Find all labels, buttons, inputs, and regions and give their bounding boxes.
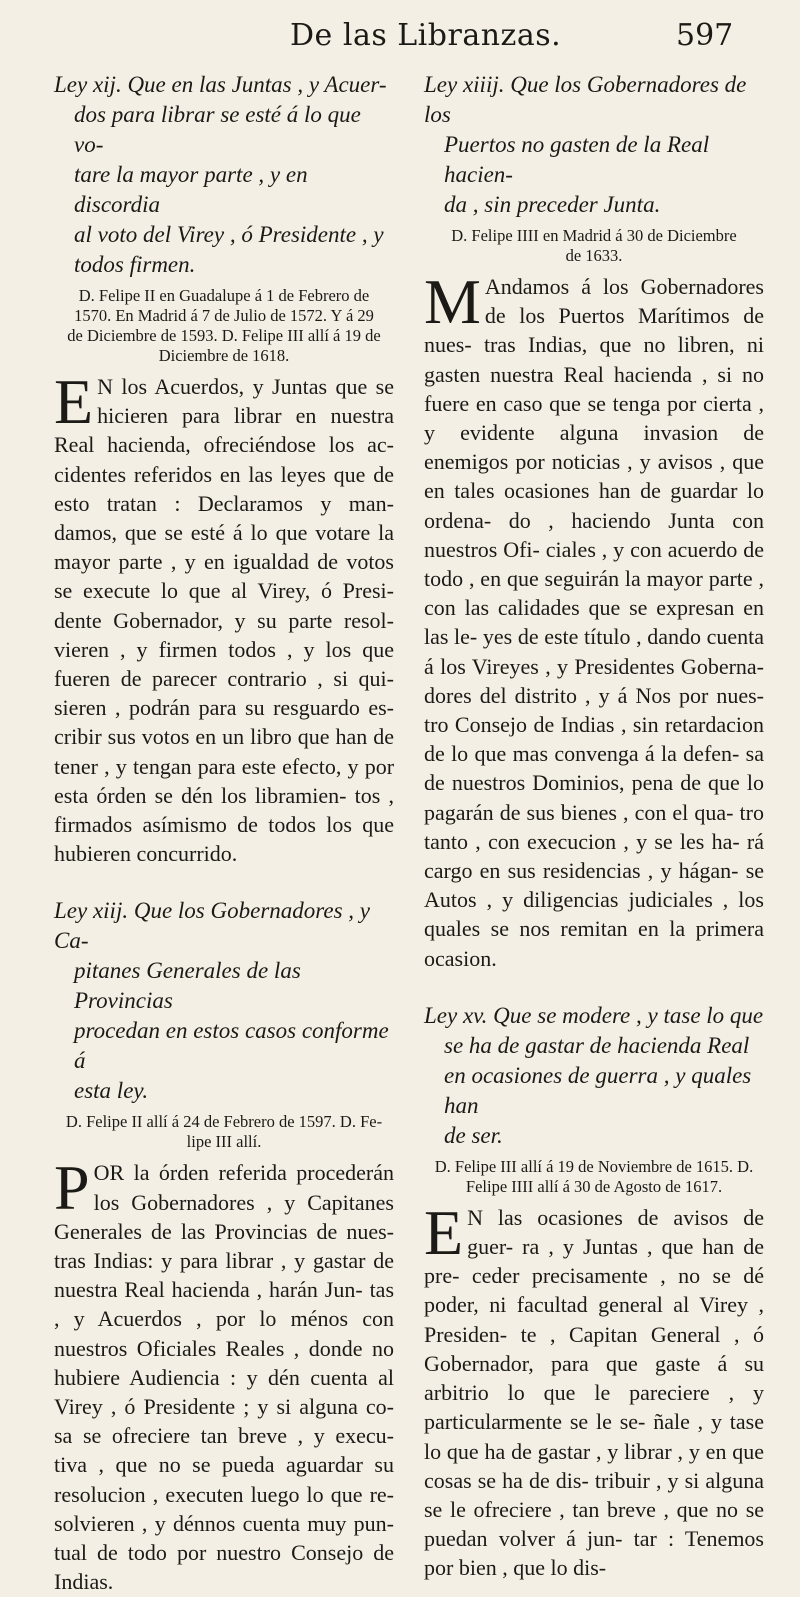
- drop-cap-initial: E: [54, 366, 94, 437]
- decree-dates: [54, 1112, 394, 1152]
- page-number: 597: [676, 18, 734, 53]
- law-title: [54, 70, 394, 280]
- law-title: [424, 70, 764, 220]
- law-text-line: dente Gobernador, y su parte resol-: [54, 607, 394, 633]
- page-header: [0, 14, 800, 64]
- law-text-line: ñale , y tase lo que ha de gastar , y: [424, 1409, 764, 1464]
- law-title: [424, 1001, 764, 1151]
- law-text-line: rá cargo en sus residencias , y hágan-: [424, 828, 765, 884]
- law-text-line: OR la órden referida procederán: [93, 1160, 394, 1186]
- decree-date-line: de Diciembre de 1593. D. Felipe III allí á 19 de: [67, 326, 381, 345]
- law-title-line: esta ley.: [74, 1078, 149, 1104]
- law-title-line: Ley xv. Que se modere , y tase lo que: [424, 1002, 764, 1028]
- decree-date-line: lipe III allí.: [186, 1132, 262, 1152]
- law-title-line: Puertos no gasten de la Real hacien-: [444, 132, 710, 187]
- decree-date-line: D. Felipe IIII en Madrid á 30 de Diciembre: [451, 226, 737, 245]
- law-text-line: cribir sus votos en un libro que han: [54, 724, 368, 750]
- law-text-line: tro Consejo de Indias , sin retardacion: [424, 712, 764, 738]
- drop-cap-initial: E: [424, 1196, 464, 1268]
- decree-date-line: D. Felipe II allí á 24 de Febrero de 1597. D. Fe-: [65, 1112, 383, 1132]
- law-text-line: breve , que no se puedan volver á jun-: [424, 1496, 765, 1552]
- decree-dates: [424, 226, 764, 266]
- law-title-line: procedan en estos casos conforme á: [74, 1018, 389, 1074]
- law-text-line: los Vireyes , y Presidentes Goberna-: [440, 653, 765, 679]
- drop-cap-initial: P: [54, 1152, 90, 1224]
- law-text-line: tos , firmados asímismo de todos los: [54, 782, 394, 838]
- law-text-line: se Autos , y diligencias judiciales , los: [424, 858, 765, 913]
- law-text-line: tiva , que no se pueda aguardar su: [54, 1452, 394, 1478]
- law-text-line: por noticias , y avisos , que en tales: [424, 449, 764, 504]
- law-15: [424, 1001, 764, 1583]
- law-text-line: hicieren para librar en nuestra: [97, 403, 394, 429]
- law-text-line: te , Capitan General , ó Gobernador,: [424, 1321, 764, 1376]
- law-text-line: N las ocasiones de avisos de guer-: [467, 1204, 764, 1260]
- law-title-line: Ley xij. Que en las Juntas , y Acuer-: [54, 72, 387, 97]
- law-text-line: tro tanto , con execucion , y se les ha-: [424, 799, 764, 854]
- decree-date-line: 1570. En Madrid á 7 de Julio de 1572. Y á 29: [74, 306, 374, 325]
- law-text-line: sa se ofreciere tan breve , y execu-: [54, 1423, 394, 1449]
- law-title: [54, 896, 394, 1106]
- right-column: [424, 70, 764, 1583]
- law-text-line: ra , y Juntas , que han de pre-: [424, 1234, 765, 1289]
- law-text-line: en caso que se tenga por cierta , y: [424, 390, 765, 446]
- drop-cap-initial: M: [424, 266, 481, 337]
- decree-date-line: de 1633.: [565, 246, 623, 265]
- law-text: [424, 1196, 765, 1583]
- law-text-line: que hubieren concurrido.: [54, 812, 395, 867]
- law-text-line: ceder precisamente , no se dé poder,: [424, 1263, 764, 1318]
- law-text-line: ni facultad general al Virey , Presiden-: [424, 1292, 764, 1347]
- law-text-line: mayor parte , y en igualdad de votos: [54, 549, 394, 575]
- law-text-line: se execute lo que al Virey, ó Presi-: [54, 578, 394, 604]
- law-text-line: yes de este título , dando cuenta á: [424, 624, 764, 679]
- law-text-line: ocasiones han de guardar lo ordena-: [424, 478, 765, 533]
- law-text-line: cidentes referidos en las leyes que: [54, 461, 366, 487]
- law-text-line: tras Indias: y para librar , y gastar: [54, 1248, 366, 1274]
- law-text-line: quales se nos remitan en la primera: [424, 916, 764, 942]
- law-title-line: dos para librar se esté á lo que vo-: [74, 102, 361, 157]
- law-text-line: Real hacienda, ofreciéndose los ac-: [54, 432, 394, 458]
- law-text-line: para que gaste á su arbitrio lo que le: [424, 1350, 764, 1406]
- law-text-line: lo pagarán de sus bienes , con el qua-: [424, 770, 765, 825]
- law-text-line: Generales de las Provincias de nues-: [54, 1218, 394, 1244]
- law-text-line: Andamos á los Gobernadores de: [484, 274, 764, 329]
- law-text-line: vieren , y firmen todos , y los que: [54, 636, 394, 662]
- law-text-line: pareciere , y particularmente se le se-: [424, 1380, 764, 1435]
- law-text-line: nuestros Oficiales Reales , donde no: [54, 1335, 394, 1361]
- decree-dates: [424, 1157, 764, 1197]
- law-text-line: tar : Tenemos por bien , que lo dis-: [424, 1526, 764, 1581]
- law-title-line: Ley xiij. Que los Gobernadores , y Ca-: [54, 898, 370, 954]
- decree-date-line: Felipe IIII allí á 30 de Agosto de 1617.: [465, 1176, 723, 1196]
- law-title-line: da , sin preceder Junta.: [444, 192, 661, 217]
- law-text-line: ciales , y con acuerdo de todo , en: [424, 536, 765, 592]
- law-text: [424, 266, 765, 973]
- law-text-line: de nuestra Real hacienda , harán Jun-: [54, 1248, 395, 1303]
- law-text-line: N los Acuerdos, y Juntas que se: [97, 374, 394, 399]
- law-text-line: los Puertos Marítimos de nues-: [424, 303, 764, 358]
- law-text-line: tras Indias, que no libren, ni gasten: [424, 332, 765, 387]
- running-title: De las Libranzas.: [290, 18, 562, 53]
- law-text-line: tas , y Acuerdos , por lo ménos con: [54, 1277, 395, 1332]
- law-12: [54, 70, 394, 868]
- law-13: [54, 896, 394, 1596]
- law-text-line: Virey , ó Presidente ; y si alguna co-: [54, 1394, 394, 1420]
- law-title-line: al voto del Virey , ó Presidente , y: [74, 222, 384, 247]
- decree-date-line: D. Felipe II en Guadalupe á 1 de Febrero de: [78, 286, 370, 305]
- law-text-line: sa de nuestros Dominios, pena de que: [424, 741, 764, 796]
- law-text-line: evidente alguna invasion de enemigos: [424, 420, 765, 475]
- law-text-line: damos, que se esté á lo que votare la: [54, 520, 394, 546]
- law-text-line: dores del distrito , y á Nos por nues-: [424, 682, 764, 708]
- law-text-line: sieren , podrán para su resguardo es-: [54, 695, 394, 721]
- law-14: [424, 70, 764, 973]
- law-text-line: que seguirán la mayor parte , con las: [424, 566, 765, 621]
- law-text-line: de esto tratan : Declaramos y man-: [54, 461, 395, 516]
- decree-date-line: Diciembre de 1618.: [158, 346, 290, 365]
- law-text-line: de tener , y tengan para este efecto,: [54, 724, 394, 779]
- law-title-line: de ser.: [444, 1122, 503, 1148]
- law-text-line: de lo que mas convenga á la defen-: [424, 741, 740, 767]
- law-title-line: pitanes Generales de las Provincias: [74, 958, 301, 1014]
- law-text: [54, 366, 395, 868]
- law-text-line: solvieren , y dénnos cuenta muy pun-: [54, 1510, 394, 1536]
- law-text-line: los Gobernadores , y Capitanes: [93, 1189, 394, 1215]
- law-text-line: nuestra Real hacienda , si no fuere: [424, 361, 764, 416]
- decree-date-line: D. Felipe III allí á 19 de Noviembre de 1615. D.: [434, 1156, 754, 1176]
- law-text-line: hubiere Audiencia : y dén cuenta al: [54, 1364, 394, 1390]
- law-title-line: se ha de gastar de hacienda Real: [444, 1032, 750, 1058]
- decree-dates: [54, 286, 394, 366]
- law-title-line: todos firmen.: [74, 252, 196, 277]
- law-text: [54, 1152, 395, 1596]
- law-text-line: y por esta órden se dén los libramien-: [54, 753, 395, 808]
- law-title-line: tare la mayor parte , y en discordia: [74, 162, 308, 217]
- law-text-line: calidades que se expresan en las le-: [424, 595, 765, 650]
- law-text-line: ocasion.: [424, 945, 497, 971]
- law-text-line: resolucion , executen luego lo que re-: [54, 1481, 394, 1507]
- law-text-line: Indias.: [54, 1569, 114, 1595]
- law-title-line: Ley xiiij. Que los Gobernadores de los: [424, 72, 747, 127]
- law-text-line: librar , y en que cosas se ha de dis-: [424, 1438, 765, 1493]
- law-text-line: fueren de parecer contrario , si qui-: [54, 666, 394, 692]
- law-text-line: do , haciendo Junta con nuestros Ofi-: [424, 507, 765, 562]
- law-text-line: tual de todo por nuestro Consejo de: [54, 1540, 394, 1566]
- law-title-line: en ocasiones de guerra , y quales han: [444, 1062, 752, 1118]
- law-text-line: tribuir , y si alguna se le ofreciere , tan: [424, 1467, 764, 1522]
- left-column: [54, 70, 394, 1597]
